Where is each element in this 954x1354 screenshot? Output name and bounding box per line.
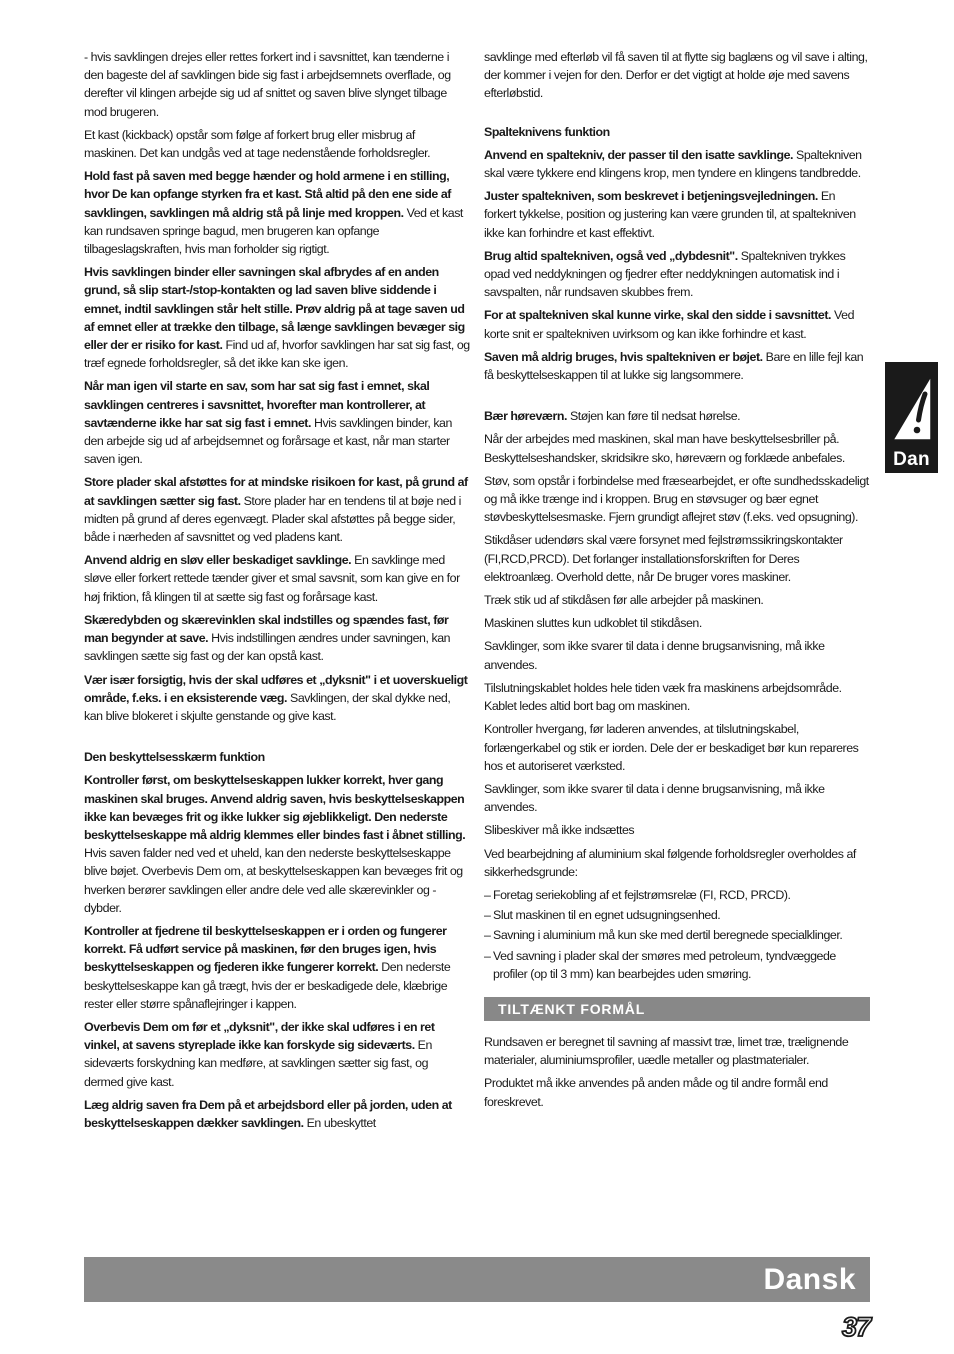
paragraph: Tilslutningskablet holdes hele tiden væk fra maskinens arbejdsområde. Kablet ledes altid bort bag om maskinen.: [484, 680, 842, 714]
paragraph: savklinge med efterløb vil få saven til at flytte sig baglæns og vil save i alting, der kommer i vejen for den. Derfor er det vigtigt at holde øje med savens efterløbstid.: [484, 50, 868, 101]
paragraph: Anvend en spaltekniv, der passer til den isatte savklinge. Spaltekniven skal være tykkere end klingens krop, men tyndere en klingens tandbredde.: [484, 147, 862, 181]
paragraph: Kontroller at fjedrene til beskyttelseskappen er i orden og fungerer korrekt. Få udført service på maskinen, før den bruges igen, hvis beskyttelseskappen og fjederen ikke fungerer korrekt. Den nederste beskyttelseskappe kan gå trægt, hvis der er beskadigede dele, klæbrige rester eller større spånaflejringer i kappen.: [84, 923, 451, 1011]
dash-list-item: – Savning i aluminium må kun ske med dertil beregnede specialklinger.: [484, 928, 843, 943]
paragraph: Skæredybden og skærevinklen skal indstilles og spændes fast, før man begynder at save. Hvis indstillingen ændres under savningen, kan savklingen sætte sig fast og der kan opstå kast.: [84, 612, 451, 664]
paragraph: Kontroller først, om beskyttelseskappen lukker korrekt, hver gang maskinen skal bruges. Anvend aldrig saven, hvis beskyttelseskappen ikke kan bevæges frit og ikke lukker sig øjeblikkeligt. Den nederste beskyttelseskappe må aldrig klemmes eller bindes fast i åbnet stilling. Hvis saven falder ned ved et uheld, kan den nederste beskyttelseskappe blive bøjet. Overbevis Dem om, at beskyttelseskappen kan bevæges frit og hverken berører savklingen eller andre dele ved alle skærevinkler og -dybder.: [84, 773, 466, 915]
dash-list-item: – Ved savning i plader skal der smøres med petroleum, tyndvæggede profiler (op til 3 mm) kan bearbejdes uden smøring.: [484, 948, 836, 981]
paragraph: Juster spaltekniven, som beskrevet i betjeningsvejledningen. En forkert tykkelse, position og justering kan være grunden til, at spaltekniven ikke kan forhindre et kast effektivt.: [484, 189, 856, 240]
language-side-tab: [885, 362, 938, 473]
section-heading-riving-knife: Spalteknivens funktion: [484, 124, 610, 139]
section-heading-guard: Den beskyttelsesskærm funktion: [84, 750, 265, 765]
paragraph: Savklinger, som ikke svarer til data i denne brugsanvisning, må ikke anvendes.: [484, 639, 825, 672]
paragraph: Træk stik ud af stikdåsen før alle arbejder på maskinen.: [484, 593, 764, 608]
paragraph: - hvis savklingen drejes eller rettes forkert ind i savsnittet, kan tænderne i den bageste del af savklingen bide sig fast i arbejdsemnets overflade, og derefter vil klingen arbejde sig ud af snittet og saven blive slynget tilbage mod brugeren.: [84, 50, 451, 119]
page-number: 37: [841, 1312, 870, 1342]
paragraph: For at spaltekniven skal kunne virke, skal den sidde i savsnittet. Ved korte snit er spaltekniven uvirksom og kan ikke forhindre et kast.: [484, 308, 855, 341]
paragraph: Saven må aldrig bruges, hvis spaltekniven er bøjet. Bare en lille fejl kan få beskyttelseskappen til at lukke sig langsommere.: [484, 349, 864, 383]
section-bar-intended-use: TILTÆNKT FORMÅL: [484, 997, 870, 1021]
paragraph: Maskinen sluttes kun udkoblet til stikdåsen.: [484, 616, 702, 631]
paragraph: Store plader skal afstøttes for at mindske risikoen for kast, på grund af at savklingen sætter sig fast. Store plader har en tendens til at bøje ned i midten på grund af deres egenvægt. Plader skal afstøttes på begge sider, både i nærheden af savsnittet og ved pladens kant.: [84, 475, 468, 545]
paragraph: Anvend aldrig en sløv eller beskadiget savklinge. En savklinge med sløve eller forkert rettede tænder giver et smal savsnit, som kan give en for høj friktion, få klingen til at sætte sig fast og forårsage kast.: [84, 553, 460, 604]
right-column: [484, 48, 870, 1116]
paragraph: Stikdåser udendørs skal være forsynet med fejlstrømssikringskontakter (FI,RCD,PRCD). Det forlanger installationsforskriften for Deres elektroanlæg. Overhold dette, når De bruger vores maskiner.: [484, 533, 843, 584]
paragraph: Støv, som opstår i forbindelse med fræsearbejdet, er ofte sundhedsskadeligt og må ikke trænge ind i kroppen. Brug en støvsuger og bær egnet støvbeskyttelsesmaske. Fjern grundigt aflejret støv (f.eks. ved opsugning).: [484, 473, 869, 525]
paragraph: Hvis savklingen binder eller savningen skal afbrydes af en anden grund, så slip start-/stop-kontakten og lad saven blive siddende i emnet, indtil savklingen står helt stille. Prøv aldrig på at tage saven ud af emnet eller at trække den tilbage, så længe savklingen bevæger sig eller der er risiko for kast. Find ud af, hvorfor savklingen har sat sig fast, og træf egnede forholdsregler, så det ikke kan ske igen.: [84, 265, 470, 371]
footer-language-title: Dansk: [763, 1263, 856, 1296]
footer-bar: [84, 1257, 870, 1302]
dash-list-item: – Foretag seriekobling af et fejlstrømsrelæ (FI, RCD, PRCD).: [484, 887, 791, 902]
paragraph: Læg aldrig saven fra Dem på et arbejdsbord eller på jorden, uden at beskyttelseskappen dækker savklingen. En ubeskyttet: [84, 1097, 452, 1130]
paragraph: Savklinger, som ikke svarer til data i denne brugsanvisning, må ikke anvendes.: [484, 781, 825, 815]
paragraph: Rundsaven er beregnet til savning af massivt træ, limet træ, trælignende materialer, aluminiumsprofiler, uædle metaller og plastmaterialer.: [484, 1034, 849, 1068]
left-column: [84, 48, 470, 1137]
paragraph: Brug altid spaltekniven, også ved „dybdesnit". Spaltekniven trykkes opad ved neddykningen og fjedrer efter neddykningen automatisk ind i savspalten, når rundsaven skubbes frem.: [484, 248, 846, 300]
paragraph: Når der arbejdes med maskinen, skal man have beskyttelsesbriller på. Beskyttelseshandsker, skridsikre sko, høreværn og forklæde anbefales.: [484, 432, 845, 465]
paragraph: Hold fast på saven med begge hænder og hold armene i en stilling, hvor De kan opfange styrken fra et kast. Stå altid på den ene side af savklingen, savklingen må aldrig stå på linje med kroppen. Ved et kast kan rundsaven springe bagud, men brugeren kan opfange tilbageslagskraften, hvis man forholder sig rigtigt.: [84, 169, 463, 257]
paragraph: Vær især forsigtig, hvis der skal udføres et „dyksnit" i et uoverskueligt område, f.eks. i en eksisterende væg. Savklingen, der skal dykke ned, kan blive blokeret i skjulte genstande og give kast.: [84, 672, 468, 723]
paragraph: Bær høreværn. Støjen kan føre til nedsat hørelse.: [484, 409, 741, 424]
paragraph: Et kast (kickback) opstår som følge af forkert brug eller misbrug af maskinen. Det kan undgås ved at tage nedenstående forholdsregler.: [84, 127, 431, 161]
paragraph: Kontroller hvergang, før laderen anvendes, at tilslutningskabel, forlængerkabel og stik er iorden. Dele der er beskadiget bør kun repareres hos et autoriseret værksted.: [484, 722, 859, 773]
paragraph: Ved bearbejdning af aluminium skal følgende forholdsregler overholdes af sikkerhedsgrunde:: [484, 846, 856, 879]
language-label: Dan: [893, 449, 930, 470]
warning-icon: [891, 374, 933, 442]
paragraph: Produktet må ikke anvendes på anden måde og til andre formål end foreskrevet.: [484, 1076, 828, 1109]
paragraph: Overbevis Dem om før et „dyksnit", der ikke skal udføres i en ret vinkel, at savens styreplade ikke kan forskyde sig sideværts. En sideværts forskydning kan medføre, at savklingen sætter sig fast, og dermed give kast.: [84, 1019, 435, 1089]
paragraph: Slibeskiver må ikke indsættes: [484, 823, 635, 838]
paragraph: Når man igen vil starte en sav, som har sat sig fast i emnet, skal savklingen centreres i savsnittet, hvorefter man kontrollerer, at savtænderne ikke har sat sig fast i emnet. Hvis savklingen binder, kan den arbejde sig ud af arbejdsemnet og forårsage et kast, når man starter saven igen.: [84, 379, 452, 467]
dash-list-item: – Slut maskinen til en egnet udsugningsenhed.: [484, 908, 721, 923]
